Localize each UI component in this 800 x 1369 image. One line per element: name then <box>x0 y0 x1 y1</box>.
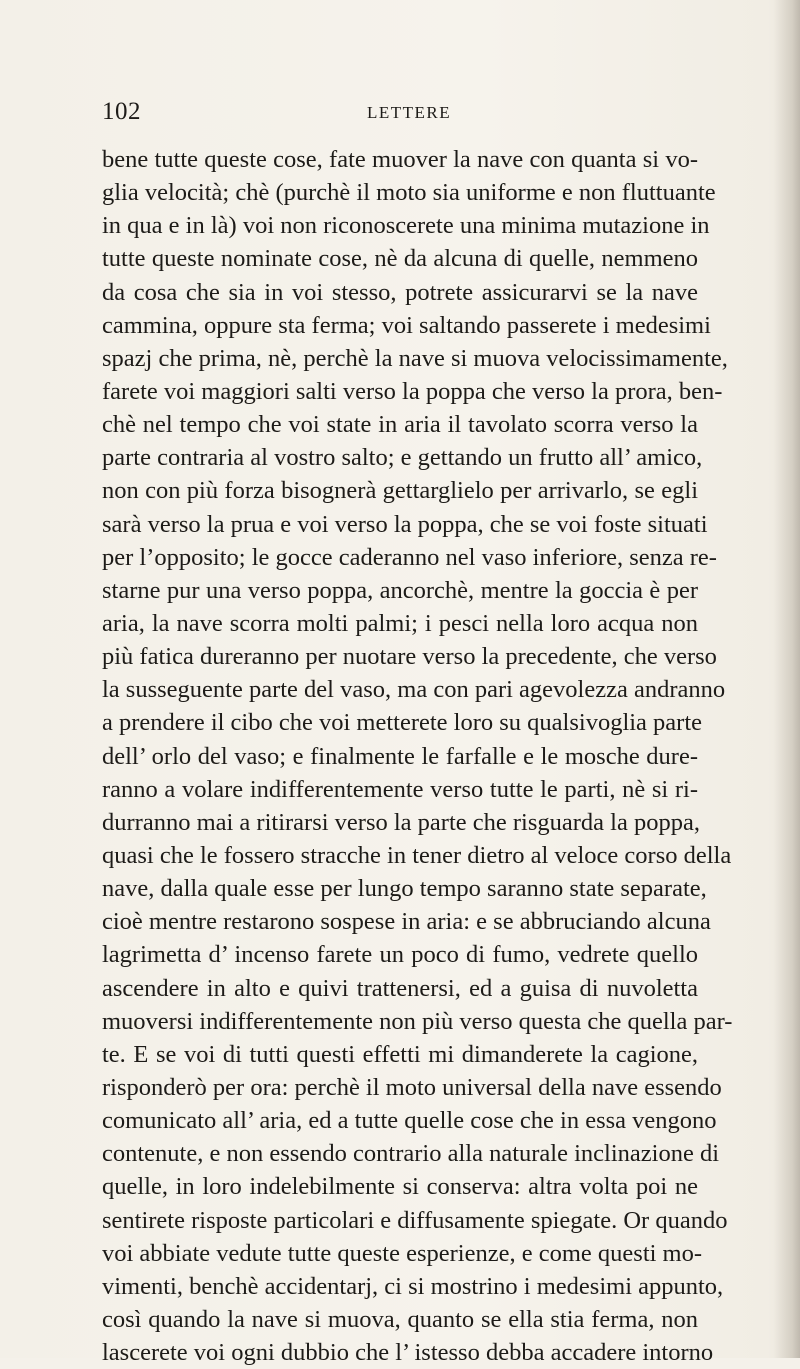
text-line: comunicato all’ aria, ed a tutte quelle cose che in essa vengono <box>102 1107 717 1135</box>
text-line: te. E se voi di tutti questi effetti mi dimanderete la cagione, <box>102 1040 698 1068</box>
text-line: non con più forza bisognerà gettarglielo per arrivarlo, se egli <box>102 477 698 505</box>
text-line: tutte queste nominate cose, nè da alcuna di quelle, nemmeno <box>102 245 698 273</box>
text-line: nave, dalla quale esse per lungo tempo saranno state separate, <box>102 875 707 903</box>
text-line: sarà verso la prua e voi verso la poppa, che se voi foste situati <box>102 510 708 538</box>
text-line: cioè mentre restarono sospese in aria: e se abbruciando alcuna <box>102 908 711 936</box>
text-line: lagrimetta d’ incenso farete un poco di fumo, vedrete quello <box>102 941 698 969</box>
text-line: dell’ orlo del vaso; e finalmente le farfalle e le mosche dure- <box>102 742 698 770</box>
text-line: voi abbiate vedute tutte queste esperienze, e come questi mo- <box>102 1239 703 1267</box>
running-head <box>102 98 698 126</box>
text-line: chè nel tempo che voi state in aria il tavolato scorra verso la <box>102 411 698 439</box>
text-line: sentirete risposte particolari e diffusamente spiegate. Or quando <box>102 1206 728 1234</box>
text-line: quasi che le fossero stracche in tener dietro al veloce corso della <box>102 841 732 869</box>
body-text <box>102 143 733 1369</box>
running-title: LETTERE <box>367 103 452 122</box>
text-line: a prendere il cibo che voi metterete loro su qualsivoglia parte <box>102 709 703 737</box>
text-line: muoversi indifferentemente non più verso questa che quella par- <box>102 1007 733 1035</box>
text-line: farete voi maggiori salti verso la poppa che verso la prora, ben- <box>102 377 723 405</box>
text-line: glia velocità; chè (purchè il moto sia uniforme e non fluttuante <box>102 179 716 207</box>
text-line: la susseguente parte del vaso, ma con pari agevolezza andranno <box>102 676 726 704</box>
text-line: risponderò per ora: perchè il moto universal della nave essendo <box>102 1073 722 1101</box>
page-edge-shadow <box>774 0 800 1358</box>
text-line: lascerete voi ogni dubbio che l’ istesso debba accadere intorno <box>102 1339 714 1367</box>
text-line: quelle, in loro indelebilmente si conserva: altra volta poi ne <box>102 1173 698 1201</box>
text-line: così quando la nave si muova, quanto se ella stia ferma, non <box>102 1305 698 1333</box>
page-number: 102 <box>102 98 141 125</box>
text-line: starne pur una verso poppa, ancorchè, mentre la goccia è per <box>102 576 698 604</box>
text-line: contenute, e non essendo contrario alla naturale inclinazione di <box>102 1140 720 1168</box>
text-line: bene tutte queste cose, fate muover la nave con quanta si vo- <box>102 146 698 173</box>
text-line: in qua e in là) voi non riconoscerete una minima mutazione in <box>102 212 710 240</box>
text-line: durranno mai a ritirarsi verso la parte che risguarda la poppa, <box>102 808 700 836</box>
text-line: parte contraria al vostro salto; e gettando un frutto all’ amico, <box>102 444 703 472</box>
text-line: ascendere in alto e quivi trattenersi, ed a guisa di nuvoletta <box>102 974 698 1002</box>
text-line: più fatica dureranno per nuotare verso la precedente, che verso <box>102 643 717 671</box>
text-line: cammina, oppure sta ferma; voi saltando passerete i medesimi <box>102 311 711 339</box>
text-line: da cosa che sia in voi stesso, potrete assicurarvi se la nave <box>102 278 698 306</box>
text-line: aria, la nave scorra molti palmi; i pesci nella loro acqua non <box>102 609 698 637</box>
text-line: ranno a volare indifferentemente verso tutte le parti, nè si ri- <box>102 775 698 803</box>
text-line: vimenti, benchè accidentarj, ci si mostrino i medesimi appunto, <box>102 1272 724 1300</box>
text-line: per l’opposito; le gocce caderanno nel vaso inferiore, senza re- <box>102 543 717 571</box>
text-line: spazj che prima, nè, perchè la nave si muova velocissimamente, <box>102 344 728 372</box>
